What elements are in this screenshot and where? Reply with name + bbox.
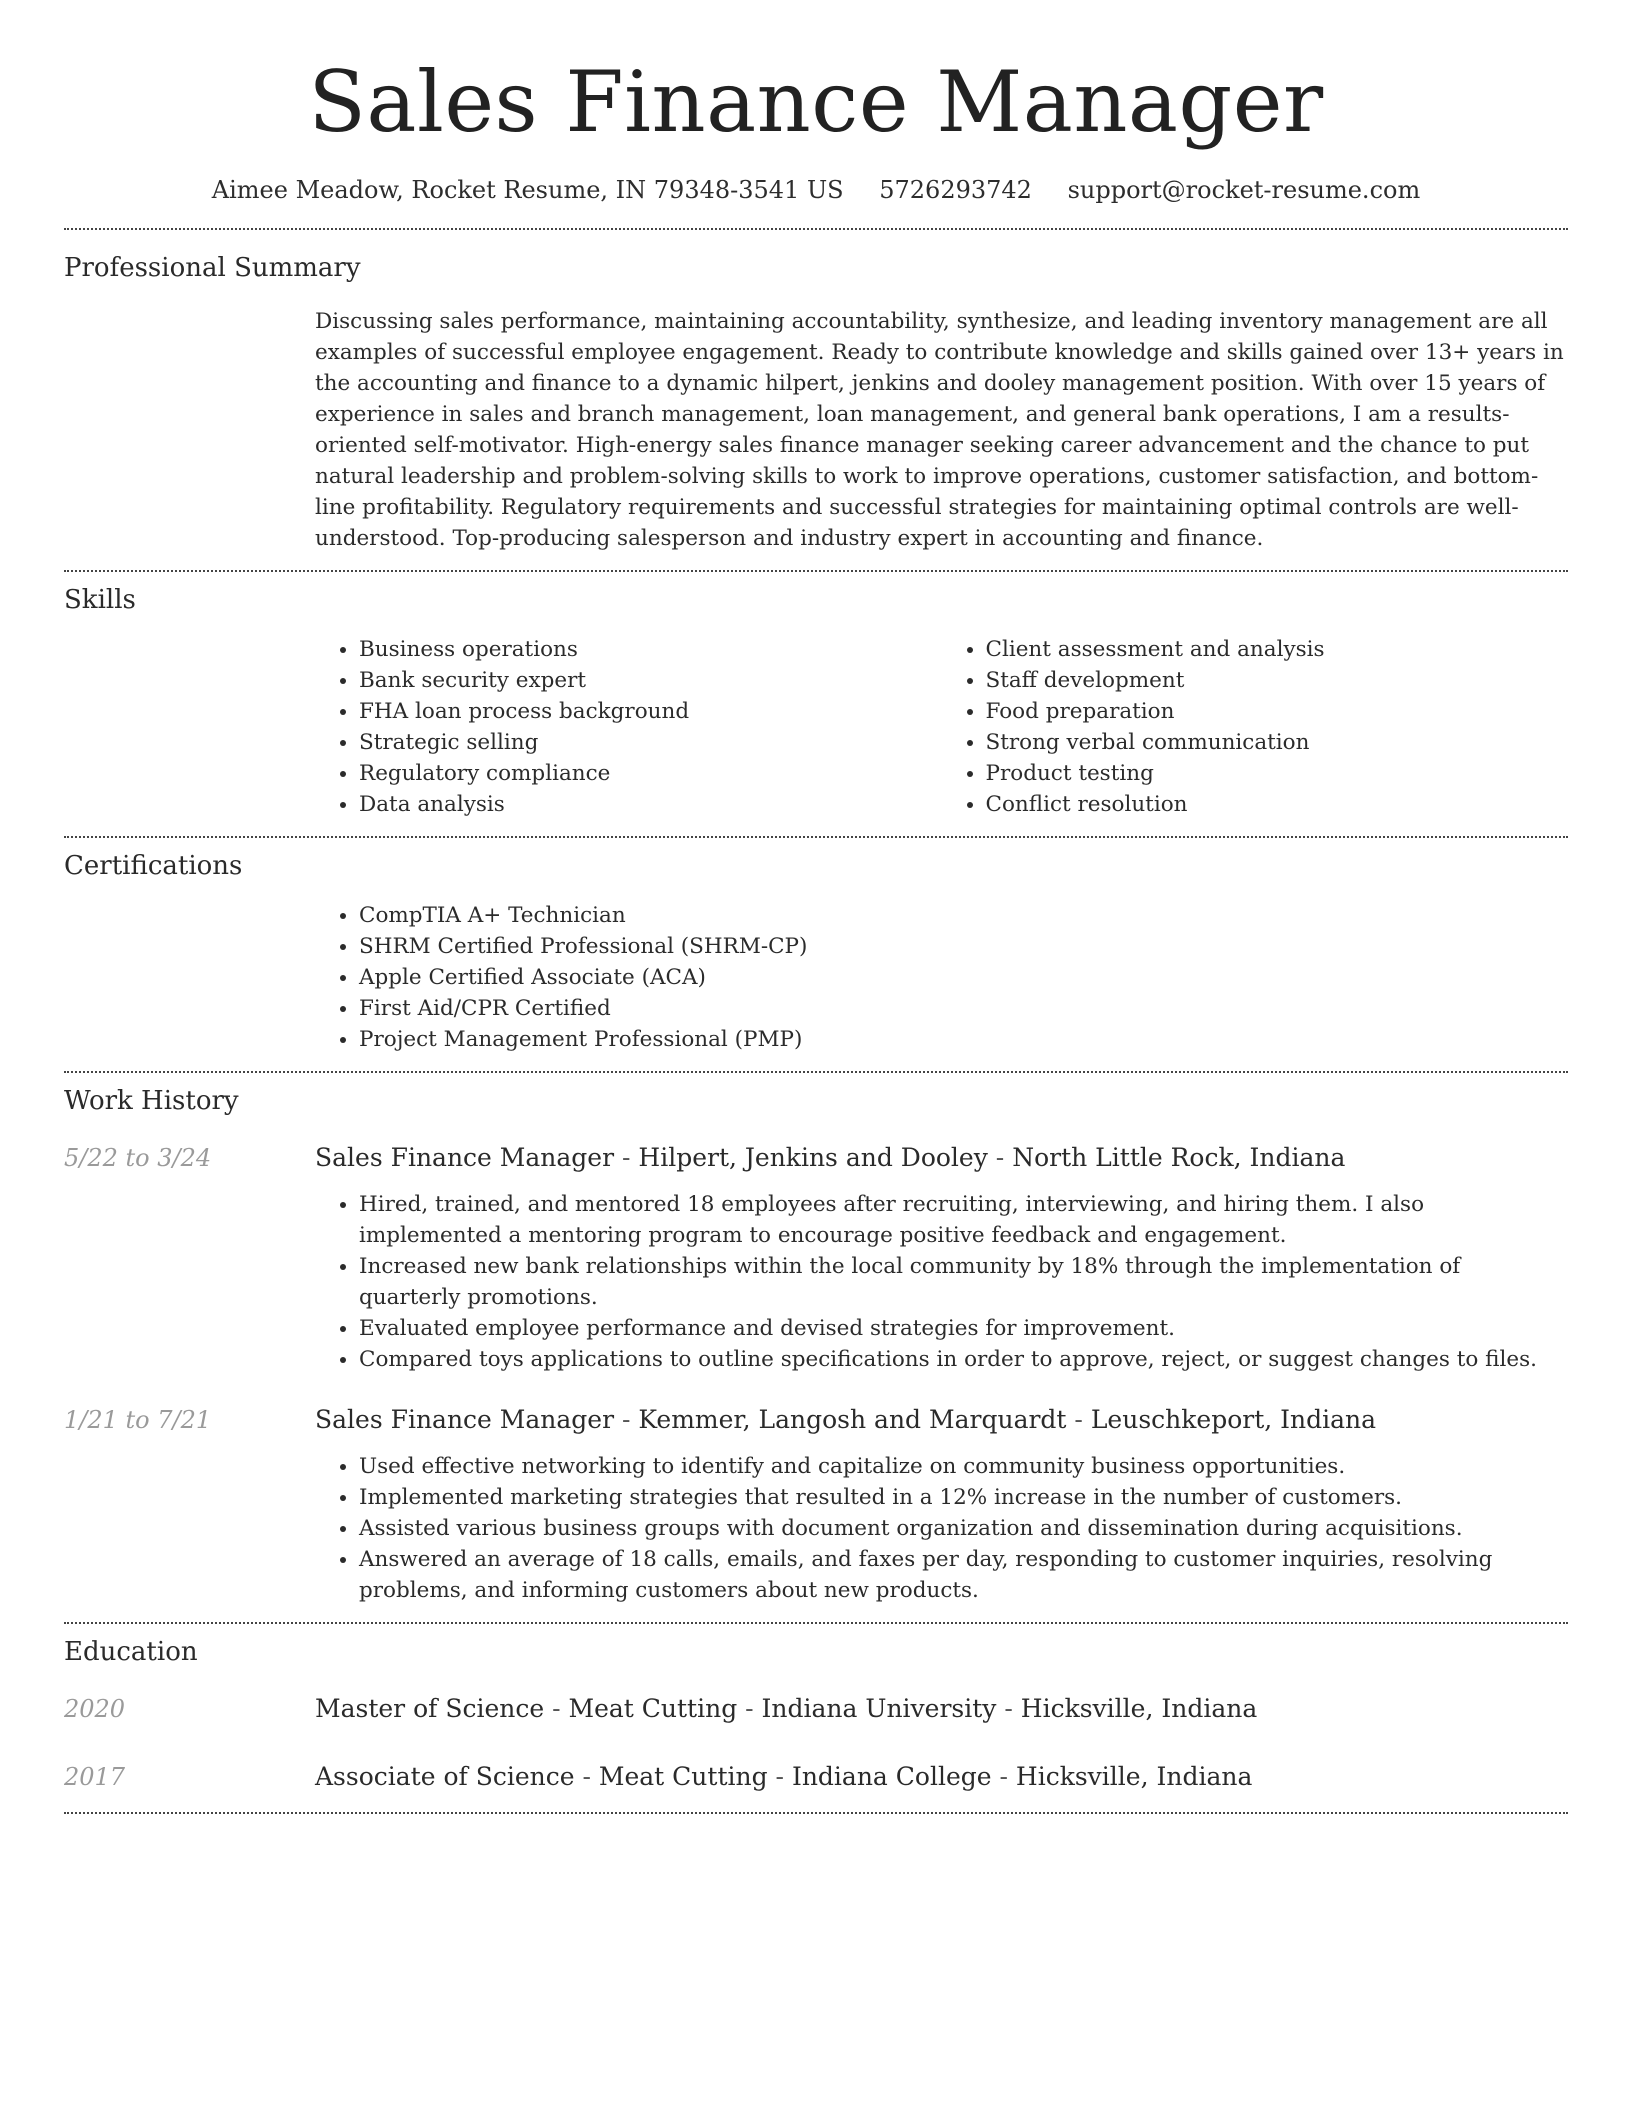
education-section — [64, 1624, 1568, 1794]
skills-list-left — [315, 634, 942, 820]
list-item: • Regulatory compliance — [359, 758, 942, 789]
job-entry — [64, 1403, 1568, 1606]
job-bullet-list — [315, 1189, 1568, 1375]
education-entry — [64, 1692, 1568, 1726]
education-title: Associate of Science - Meat Cutting - Indiana College - Hicksville, Indiana — [315, 1762, 1253, 1791]
certifications-section — [64, 838, 1568, 1055]
contact-address: Aimee Meadow, Rocket Resume, IN 79348-3541 US — [211, 176, 844, 204]
summary-section — [64, 230, 1568, 554]
resume-name: Sales Finance Manager — [308, 53, 1324, 151]
education-degree: Associate of Science — [315, 1762, 575, 1791]
education-school: Indiana University — [761, 1694, 997, 1723]
section-title-education: Education — [64, 1637, 198, 1667]
job-bullets — [315, 1189, 1568, 1375]
list-item: • Strong verbal communication — [986, 727, 1569, 758]
resume-page — [64, 0, 1568, 1814]
education-year: 2020 — [64, 1695, 126, 1723]
work-section — [64, 1073, 1568, 1606]
job-company: Hilpert, Jenkins and Dooley — [638, 1143, 988, 1172]
section-title-summary: Professional Summary — [64, 253, 361, 283]
job-dates: 5/22 to 3/24 — [64, 1144, 212, 1172]
list-item: • SHRM Certified Professional (SHRM-CP) — [359, 931, 1568, 962]
list-item: • Increased new bank relationships within the local community by 18% through the implementation of quarterly promotions. — [359, 1251, 1568, 1313]
section-title-certifications: Certifications — [64, 851, 243, 881]
job-dates: 1/21 to 7/21 — [64, 1406, 212, 1434]
job-role: Sales Finance Manager — [315, 1405, 615, 1434]
list-item: • Staff development — [986, 665, 1569, 696]
certifications-list — [315, 900, 1568, 1055]
education-entry — [64, 1760, 1568, 1794]
job-location: North Little Rock, Indiana — [1012, 1143, 1346, 1172]
list-item: • Product testing — [986, 758, 1569, 789]
list-item: • CompTIA A+ Technician — [359, 900, 1568, 931]
list-item: • Strategic selling — [359, 727, 942, 758]
section-title-work: Work History — [64, 1086, 239, 1116]
job-location: Leuschkeport, Indiana — [1090, 1405, 1377, 1434]
job-role: Sales Finance Manager — [315, 1143, 615, 1172]
job-header — [64, 1403, 1568, 1437]
skills-list-right — [942, 634, 1569, 820]
list-item: • Project Management Professional (PMP) — [359, 1024, 1568, 1055]
education-year: 2017 — [64, 1763, 126, 1791]
education-title: Master of Science - Meat Cutting - Indiana University - Hicksville, Indiana — [315, 1694, 1258, 1723]
list-item: • Food preparation — [986, 696, 1569, 727]
education-location: Hicksville, Indiana — [1020, 1694, 1258, 1723]
list-item: • Assisted various business groups with document organization and dissemination during acquisitions. — [359, 1513, 1568, 1544]
contact-line — [64, 172, 1568, 208]
list-item: • Implemented marketing strategies that resulted in a 12% increase in the number of customers. — [359, 1482, 1568, 1513]
list-item: • Evaluated employee performance and devised strategies for improvement. — [359, 1313, 1568, 1344]
education-degree: Master of Science — [315, 1694, 545, 1723]
education-field: Meat Cutting — [568, 1694, 738, 1723]
list-item: • Apple Certified Associate (ACA) — [359, 962, 1568, 993]
education-school: Indiana College — [791, 1762, 992, 1791]
contact-phone: 5726293742 — [879, 176, 1032, 204]
list-item: • Hired, trained, and mentored 18 employees after recruiting, interviewing, and hiring them. I also implemented a mentoring program to encourage positive feedback and engagement. — [359, 1189, 1568, 1251]
education-field: Meat Cutting — [598, 1762, 768, 1791]
contact-email: support@rocket-resume.com — [1067, 176, 1421, 204]
list-item: • Conflict resolution — [986, 789, 1569, 820]
list-item: • First Aid/CPR Certified — [359, 993, 1568, 1024]
list-item: • FHA loan process background — [359, 696, 942, 727]
job-entry — [64, 1141, 1568, 1375]
summary-text: Discussing sales performance, maintaining accountability, synthesize, and leading inventory management are all examples of successful employee engagement. Ready to contribute knowledge and skills gained over 13+ years in the accounting and finance to a dynamic hilpert, jenkins and dooley management position. With over 15 years of experience in sales and branch management, loan management, and general bank operations, I am a results-oriented self-motivator. High-energy sales finance manager seeking career advancement and the chance to put natural leadership and problem-solving skills to work to improve operations, customer satisfaction, and bottom-line profitability. Regulatory requirements and successful strategies for maintaining optimal controls are well-understood. Top-producing salesperson and industry expert in accounting and finance. — [315, 309, 1564, 551]
job-bullets — [315, 1451, 1568, 1606]
job-title: Sales Finance Manager - Kemmer, Langosh and Marquardt - Leuschkeport, Indiana — [315, 1405, 1377, 1434]
divider — [64, 1812, 1568, 1814]
list-item: • Used effective networking to identify and capitalize on community business opportunities. — [359, 1451, 1568, 1482]
skills-section — [64, 572, 1568, 820]
job-bullet-list — [315, 1451, 1568, 1606]
list-item: • Client assessment and analysis — [986, 634, 1569, 665]
job-title: Sales Finance Manager - Hilpert, Jenkins and Dooley - North Little Rock, Indiana — [315, 1143, 1346, 1172]
section-title-skills: Skills — [64, 585, 136, 615]
list-item: • Business operations — [359, 634, 942, 665]
job-company: Kemmer, Langosh and Marquardt — [638, 1405, 1067, 1434]
list-item: • Bank security expert — [359, 665, 942, 696]
list-item: • Answered an average of 18 calls, emails, and faxes per day, responding to customer inquiries, resolving problems, and informing customers about new products. — [359, 1544, 1568, 1606]
certifications-content — [315, 900, 1568, 1055]
job-header — [64, 1141, 1568, 1175]
list-item: • Data analysis — [359, 789, 942, 820]
skills-columns — [315, 634, 1568, 820]
list-item: • Compared toys applications to outline specifications in order to approve, reject, or suggest changes to files. — [359, 1344, 1568, 1375]
education-location: Hicksville, Indiana — [1015, 1762, 1253, 1791]
